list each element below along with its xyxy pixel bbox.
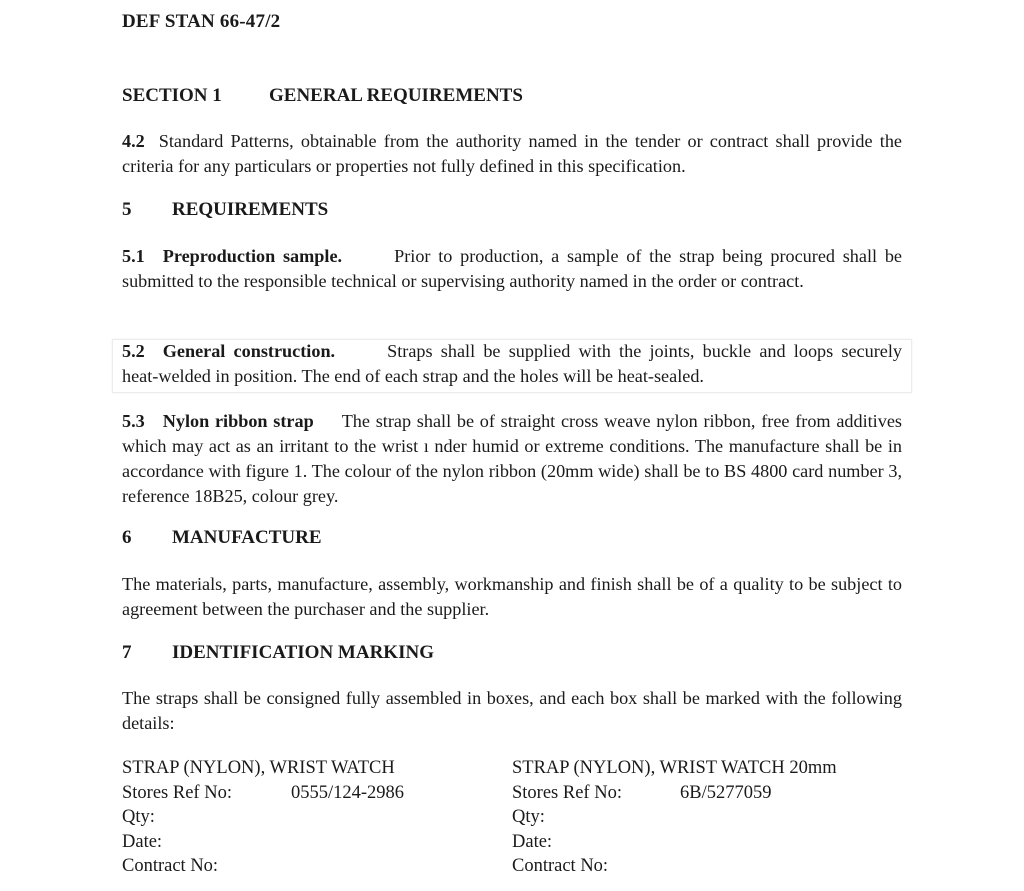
marking-stores-ref-row	[512, 781, 837, 806]
heading-number: 7	[122, 642, 132, 663]
marking-item: STRAP (NYLON), WRIST WATCH	[122, 758, 395, 778]
paragraph-title: Nylon ribbon strap	[162, 411, 314, 431]
stores-ref-value: 0555/124-2986	[291, 782, 405, 803]
marking-stores-ref-row	[122, 781, 404, 806]
heading-title: MANUFACTURE	[172, 527, 322, 548]
paragraph-4-2	[122, 129, 902, 179]
date-label: Date:	[122, 831, 163, 852]
section-number: SECTION 1	[122, 85, 222, 106]
contract-label: Contract No:	[122, 856, 219, 876]
paragraph-title: Preproduction sample.	[162, 246, 343, 266]
paragraph-text: Prior to production, a sample of the strap being procured shall be submitted to the responsible technical or supervising authority named in the order or contract.	[122, 246, 902, 291]
stores-ref-label: Stores Ref No:	[122, 782, 232, 803]
paragraph-text: Straps shall be supplied with the joints, buckle and loops securely heat-welded in position. The end of each strap and the holes will be heat-sealed.	[122, 341, 902, 386]
document-reference: DEF STAN 66-47/2	[122, 11, 281, 32]
paragraph-text: The materials, parts, manufacture, assembly, workmanship and finish shall be of a quality to be subject to agreement between the purchaser and the supplier.	[122, 574, 902, 619]
paragraph-number: 5.1	[122, 246, 145, 266]
paragraph-number: 5.3	[122, 411, 145, 431]
section-heading	[122, 85, 523, 107]
qty-label: Qty:	[512, 807, 545, 827]
heading-requirements	[122, 199, 328, 221]
paragraph-title: General construction.	[162, 341, 336, 361]
contract-label: Contract No:	[512, 856, 609, 876]
date-label: Date:	[512, 831, 553, 852]
paragraph-text: The straps shall be consigned fully assembled in boxes, and each box shall be marked with the following details:	[122, 688, 902, 733]
paragraph-5-1	[122, 244, 902, 294]
stores-ref-value: 6B/5277059	[680, 782, 772, 803]
paragraph-6	[122, 572, 902, 622]
heading-identification-marking	[122, 642, 434, 664]
heading-number: 6	[122, 527, 132, 548]
heading-title: IDENTIFICATION MARKING	[172, 642, 434, 663]
heading-manufacture	[122, 527, 322, 549]
paragraph-text: The strap shall be of straight cross weave nylon ribbon, free from additives which may act as an irritant to the wrist ı nder humid or extreme conditions. The manufacture shall be in accordance with figure 1. The colour of the nylon ribbon (20mm wide) shall be to BS 4800 card number 3, reference 18B25, colour grey.	[122, 411, 902, 506]
paragraph-number: 4.2	[122, 131, 145, 151]
marking-block-right	[512, 756, 837, 879]
marking-item: STRAP (NYLON), WRIST WATCH 20mm	[512, 758, 837, 778]
paragraph-5-3	[122, 409, 902, 509]
heading-title: REQUIREMENTS	[172, 199, 329, 220]
marking-block-left	[122, 756, 404, 879]
section-title: GENERAL REQUIREMENTS	[269, 85, 523, 106]
paragraph-7	[122, 686, 902, 736]
paragraph-text: Standard Patterns, obtainable from the authority named in the tender or contract shall provide the criteria for any particulars or properties not fully defined in this specification.	[122, 131, 902, 176]
heading-number: 5	[122, 199, 132, 220]
stores-ref-label: Stores Ref No:	[512, 782, 622, 803]
paragraph-5-2	[122, 339, 902, 389]
qty-label: Qty:	[122, 807, 155, 827]
paragraph-number: 5.2	[122, 341, 145, 361]
